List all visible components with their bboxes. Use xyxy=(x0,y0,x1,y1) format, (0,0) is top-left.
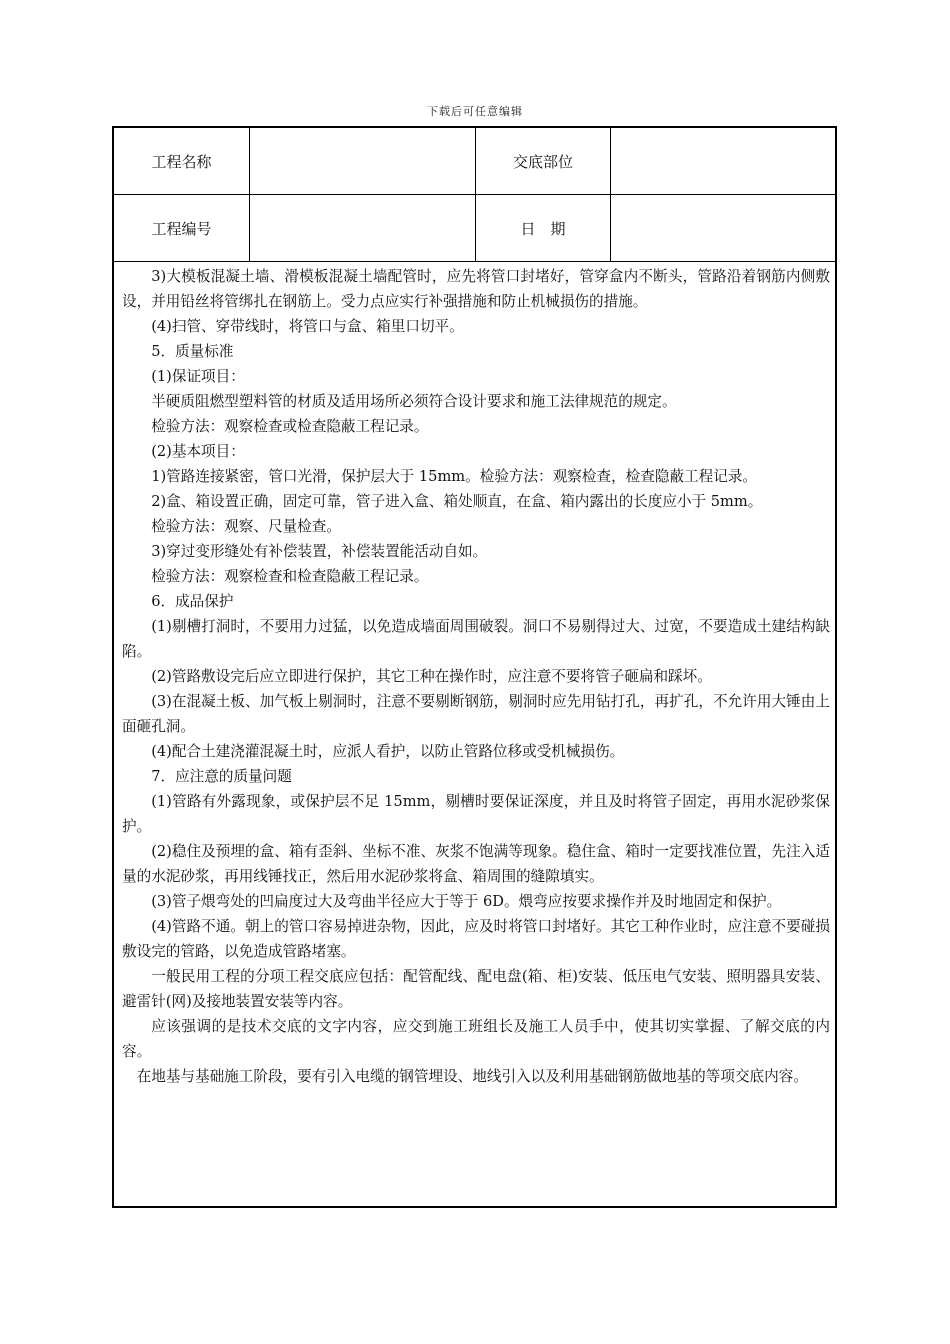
paragraph: (1)剔槽打洞时，不要用力过猛，以免造成墙面周围破裂。洞口不易剔得过大、过宽，不要造成土建结构缺陷。 xyxy=(122,618,830,660)
paragraph: 应该强调的是技术交底的文字内容，应交到施工班组长及施工人员手中，使其切实掌握、了解交底的内容。 xyxy=(122,1018,830,1060)
paragraph: (1)管路有外露现象，或保护层不足 15mm，剔槽时要保证深度，并且及时将管子固定，再用水泥砂浆保护。 xyxy=(122,793,830,835)
paragraph: 2)盒、箱设置正确，固定可靠，管子进入盒、箱处顺直，在盒、箱内露出的长度应小于 5mm。 xyxy=(151,493,763,510)
paragraph: (2)稳住及预埋的盒、箱有歪斜、坐标不准、灰浆不饱满等现象。稳住盒、箱时一定要找准位置，先注入适量的水泥砂浆，再用线锤找正，然后用水泥砂浆将盒、箱周围的缝隙填实。 xyxy=(122,843,830,885)
paragraph: 一般民用工程的分项工程交底应包括：配管配线、配电盘(箱、柜)安装、低压电气安装、照明器具安装、避雷针(网)及接地装置安装等内容。 xyxy=(122,968,830,1010)
paragraph: 5．质量标准 xyxy=(151,343,234,360)
paragraph: (4)配合土建浇灌混凝土时，应派人看护，以防止管路位移或受机械损伤。 xyxy=(151,743,625,760)
page-note: 下载后可任意编辑 xyxy=(427,105,523,118)
project-no-label: 工程编号 xyxy=(114,195,250,262)
paragraph: 3)穿过变形缝处有补偿装置，补偿装置能活动自如。 xyxy=(151,543,488,560)
paragraph: (4)管路不通。朝上的管口容易掉进杂物，因此，应及时将管口封堵好。其它工种作业时，应注意不要碰损敷设完的管路，以免造成管路堵塞。 xyxy=(122,918,830,960)
paragraph: 在地基与基础施工阶段，要有引入电缆的钢管埋设、地线引入以及利用基础钢筋做地基的等项交底内容。 xyxy=(136,1068,808,1085)
handover-content xyxy=(122,262,830,1089)
paragraph: 检验方法：观察检查或检查隐蔽工程记录。 xyxy=(151,418,429,435)
paragraph: 6．成品保护 xyxy=(151,593,234,610)
handover-sheet xyxy=(112,126,837,1208)
paragraph: 检验方法：观察、尺量检查。 xyxy=(151,518,341,535)
paragraph: 半硬质阻燃型塑料管的材质及适用场所必须符合设计要求和施工法律规范的规定。 xyxy=(151,393,677,410)
paragraph: (2)基本项目： xyxy=(151,443,245,460)
paragraph: (1)保证项目： xyxy=(151,368,245,385)
paragraph: (2)管路敷设完后应立即进行保护，其它工种在操作时，应注意不要将管子砸扁和踩坏。 xyxy=(151,668,712,685)
project-name-value[interactable] xyxy=(250,128,476,195)
paragraph: 检验方法：观察检查和检查隐蔽工程记录。 xyxy=(151,568,429,585)
paragraph: (3)管子煨弯处的凹扁度过大及弯曲半径应大于等于 6D。煨弯应按要求操作并及时地固定和保护。 xyxy=(151,893,782,910)
project-no-value[interactable] xyxy=(250,195,476,262)
header-table xyxy=(114,128,835,262)
handover-part-label: 交底部位 xyxy=(476,128,611,195)
date-label: 日 期 xyxy=(476,195,611,262)
date-value[interactable] xyxy=(611,195,835,262)
paragraph: 3)大模板混凝土墙、滑模板混凝土墙配管时，应先将管口封堵好，管穿盒内不断头，管路沿着钢筋内侧敷设，并用铅丝将管绑扎在钢筋上。受力点应实行补强措施和防止机械损伤的措施。 xyxy=(122,268,830,310)
paragraph: 1)管路连接紧密，管口光滑，保护层大于 15mm。检验方法：观察检查，检查隐蔽工程记录。 xyxy=(151,468,758,485)
paragraph: 7．应注意的质量问题 xyxy=(151,768,292,785)
paragraph: (4)扫管、穿带线时，将管口与盒、箱里口切平。 xyxy=(151,318,464,335)
project-name-label: 工程名称 xyxy=(114,128,250,195)
handover-part-value[interactable] xyxy=(611,128,835,195)
paragraph: (3)在混凝土板、加气板上剔洞时，注意不要剔断钢筋，剔洞时应先用钻打孔，再扩孔，不允许用大锤由上面砸孔洞。 xyxy=(122,693,830,735)
